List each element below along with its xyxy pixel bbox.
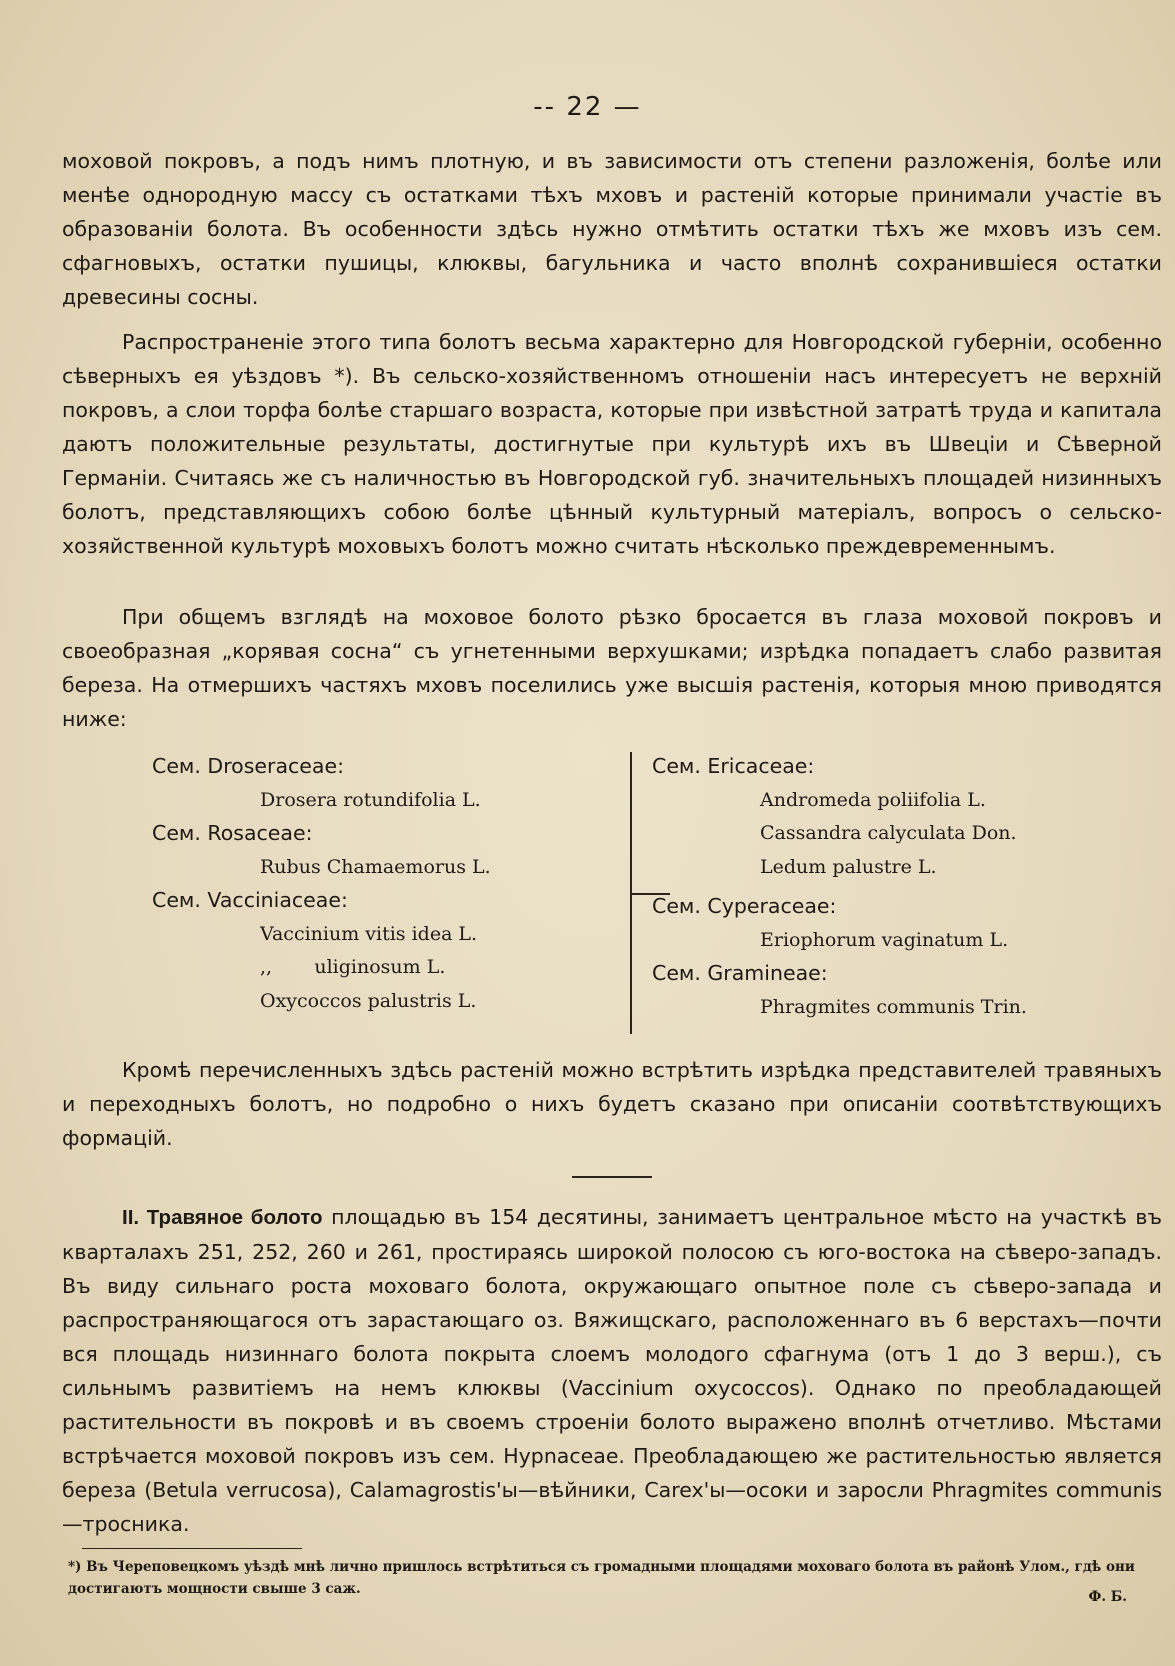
family-heading: Сем. Rosaceae:: [152, 821, 313, 845]
species-name: Eriophorum vaginatum L.: [760, 928, 1009, 951]
section-divider: [572, 1176, 652, 1178]
species-list-left: [152, 750, 491, 1018]
paragraph-general-view: [62, 600, 1162, 736]
footnote-rule: [82, 1548, 302, 1549]
paragraph-body: площадью въ 154 десятины, занимаетъ центральное мѣсто на участкѣ въ кварталахъ 251, 252, 260 и 261, простираясь широкой полосою съ юго-востока на сѣверо-западъ. Въ виду сильнаго роста моховаго болота, окружающаго опытное поле съ сѣверо-запада и распространяющагося отъ зарастающаго оз. Вяжищскаго, расположеннаго въ 6 верстахъ—почти вся площадь низиннаго болота покрыта слоемъ молодого сфагнума (отъ 1 до 3 верш.), съ сильнымъ развитіемъ на немъ клюквы (Vaccinium oxycoccos). Однако по преобладающей растительности въ покровѣ и въ своемъ строеніи болото выражено вполнѣ отчетливо. Мѣстами встрѣчается моховой покровъ изъ сем. Hypnaceae. Преобладающею же растительностью является береза (Betula verrucosa), Calamagrostis'ы—вѣйники, Carex'ы—осоки и заросли Phragmites communis—тросника.: [62, 1205, 1162, 1536]
species-name: Vaccinium vitis idea L.: [260, 922, 478, 945]
paragraph-distribution: [62, 325, 1162, 563]
page-number: -- 22 —: [533, 92, 642, 122]
paragraph-text: При общемъ взглядѣ на моховое болото рѣзко бросается въ глаза моховой покровъ и своеобразная „корявая сосна“ съ угнетенными верхушками; изрѣдка попадаетъ слабо развитая береза. На отмершихъ частяхъ мховъ поселились уже высшія растенія, которыя мною приводятся ниже:: [62, 605, 1162, 731]
family-heading: Сем. Droseraceae:: [152, 754, 344, 778]
paragraph-other-plants: [62, 1053, 1162, 1155]
paragraph-text: Распространеніе этого типа болотъ весьма характерно для Новгородской губерніи, особенно сѣверныхъ ея уѣздовъ *). Въ сельско-хозяйственномъ отношеніи насъ интересуетъ не верхній покровъ, а слои торфа болѣе старшаго возраста, которые при извѣстной затратѣ труда и капитала даютъ положительные результаты, достигнутые при культурѣ ихъ въ Швеціи и Сѣверной Германіи. Считаясь же съ наличностью въ Новгородской губ. значительныхъ площадей низинныхъ болотъ, представляющихъ собою болѣе цѣнный культурный матеріалъ, вопросъ о сельско-хозяйственной культурѣ моховыхъ болотъ можно считать нѣсколько преждевременнымъ.: [62, 330, 1162, 558]
species-name: Phragmites communis Trin.: [760, 995, 1027, 1018]
family-heading: Сем. Ericaceae:: [652, 754, 815, 778]
footnote-text: *) Въ Череповецкомъ уѣздѣ мнѣ лично пришлось встрѣтиться съ громадными площадями моховаго болота въ районѣ Улом., гдѣ они достигаютъ мощности свыше 3 саж.: [68, 1559, 1135, 1597]
species-name: Oxycoccos palustris L.: [260, 989, 477, 1012]
paragraph-text: моховой покровъ, а подъ нимъ плотную, и въ зависимости отъ степени разложенія, болѣе или менѣе однородную массу съ остатками тѣхъ мховъ и растеній которые принимали участіе въ образованіи болота. Въ особенности здѣсь нужно отмѣтить остатки тѣхъ же мховъ изъ сем. сфагновыхъ, остатки пушицы, клюквы, багульника и часто вполнѣ сохранившіеся остатки древесины сосны.: [62, 149, 1162, 309]
family-heading: Сем. Vacciniaceae:: [152, 888, 348, 912]
species-name: Drosera rotundifolia L.: [260, 788, 481, 811]
species-name: Cassandra calyculata Don.: [760, 822, 1017, 844]
species-name: Ledum palustre L.: [760, 855, 937, 878]
paragraph-continued: [62, 144, 1162, 314]
section-heading: II. Травяное болото: [122, 1206, 323, 1229]
species-name: Rubus Chamaemorus L.: [260, 855, 491, 878]
species-name: Andromeda poliifolia L.: [760, 788, 986, 811]
paragraph-text: Кромѣ перечисленныхъ здѣсь растеній можно встрѣтить изрѣдка представителей травяныхъ и переходныхъ болотъ, но подробно о нихъ будетъ сказано при описаніи соотвѣтствующихъ формацій.: [62, 1058, 1162, 1150]
species-list-right: [652, 750, 1027, 1024]
footnote-signature: Ф. Б.: [1088, 1589, 1127, 1605]
family-heading: Сем. Gramineae:: [652, 961, 828, 985]
family-heading: Сем. Cyperaceae:: [652, 894, 837, 918]
paragraph-grass-bog: [62, 1200, 1162, 1541]
footnote: [68, 1556, 1163, 1605]
paragraph-text: [62, 1200, 1162, 1541]
species-name: ,, uliginosum L.: [260, 956, 446, 978]
